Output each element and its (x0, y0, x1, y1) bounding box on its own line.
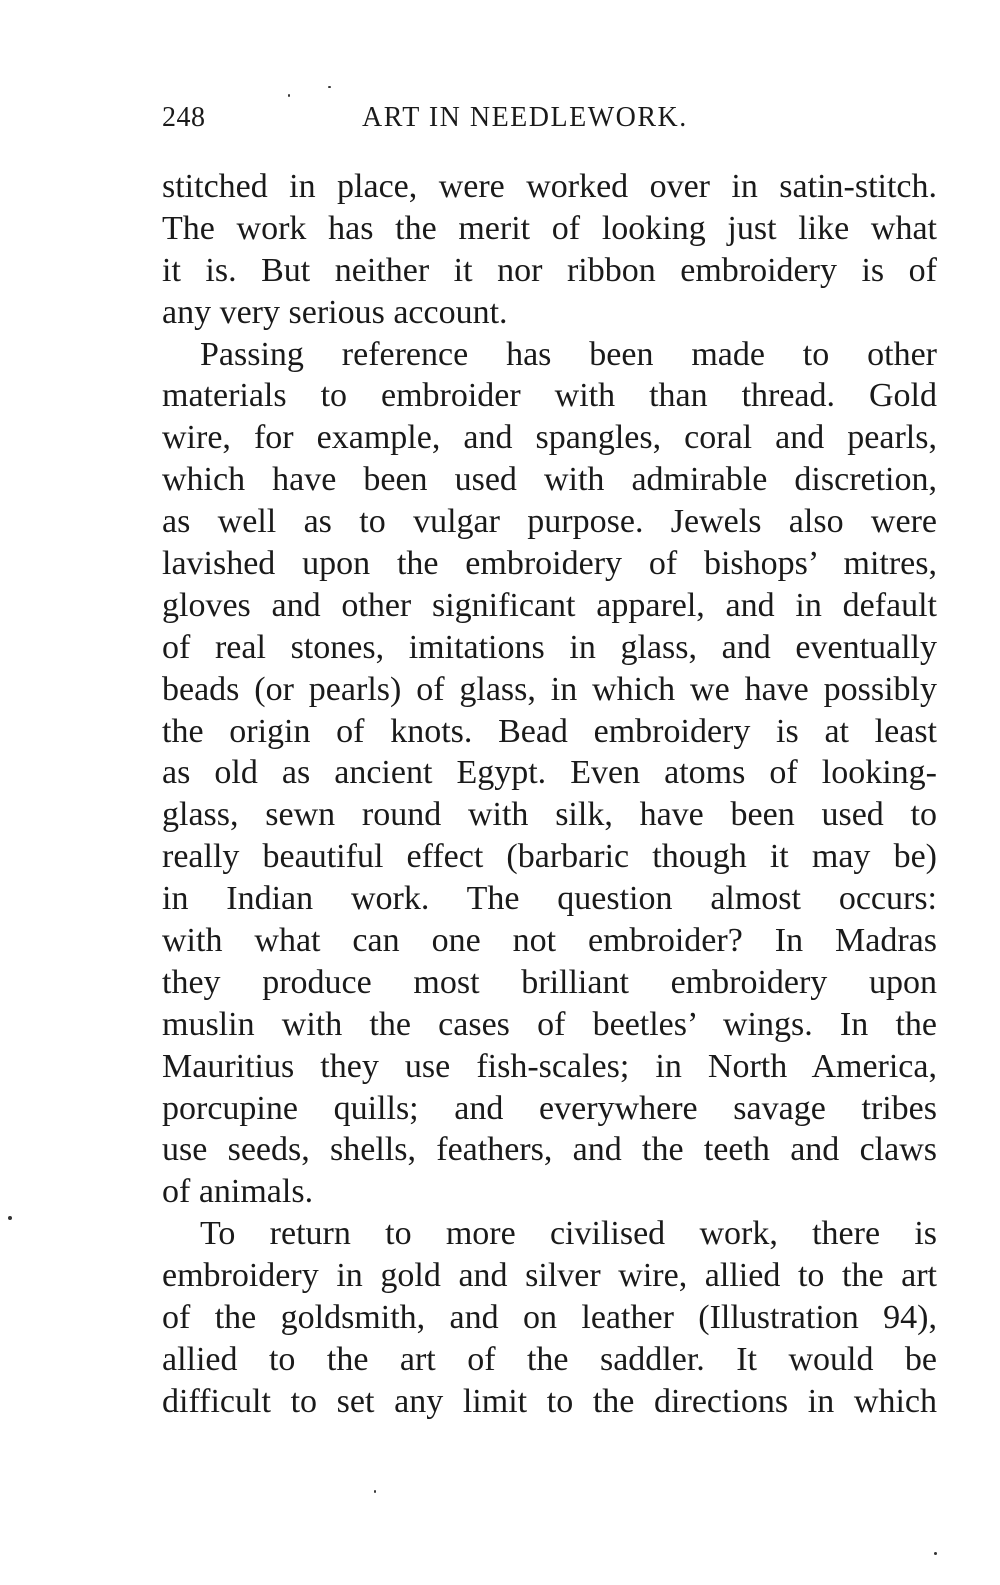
text-line: of real stones, imitations in glass, and eventually (162, 628, 937, 666)
text-line: it is. But neither it nor ribbon embroidery is of (162, 251, 937, 289)
text-line: Mauritius they use fish-scales; in North America, (162, 1047, 937, 1085)
text-line: beads (or pearls) of glass, in which we have possibly (162, 670, 937, 708)
text-line: difficult to set any limit to the directions in which (162, 1382, 937, 1420)
text-line: they produce most brilliant embroidery upon (162, 963, 937, 1001)
text-line: embroidery in gold and silver wire, allied to the art (162, 1257, 937, 1295)
scan-speck (374, 1490, 376, 1493)
text-line: as old as ancient Egypt. Even atoms of looking- (162, 754, 937, 792)
text-line: which have been used with admirable discretion, (162, 461, 937, 499)
text-line: materials to embroider with than thread. Gold (162, 377, 937, 415)
running-title: ART IN NEEDLEWORK. (362, 102, 688, 133)
text-line: in Indian work. The question almost occurs: (162, 880, 937, 918)
text-line: any very serious account. (162, 293, 508, 331)
text-line: glass, sewn round with silk, have been used to (162, 796, 937, 834)
running-head (162, 98, 937, 138)
scan-speck (8, 1216, 12, 1220)
paragraph-first-line: Passing reference has been made to other (200, 335, 937, 373)
paragraph-first-line: To return to more civilised work, there is (200, 1215, 937, 1253)
text-line: allied to the art of the saddler. It would be (162, 1340, 937, 1378)
text-line: the origin of knots. Bead embroidery is at least (162, 712, 937, 750)
text-line: as well as to vulgar purpose. Jewels also were (162, 503, 937, 541)
text-line: muslin with the cases of beetles’ wings. In the (162, 1005, 937, 1043)
text-line: use seeds, shells, feathers, and the teeth and claws (162, 1131, 937, 1169)
text-line: of the goldsmith, and on leather (Illustration 94), (162, 1299, 937, 1337)
scan-speck (934, 1552, 937, 1555)
body-text (162, 166, 937, 1423)
text-line: The work has the merit of looking just like what (162, 209, 937, 247)
text-line: gloves and other significant apparel, and in default (162, 586, 937, 624)
scan-speck (328, 86, 331, 88)
text-line: with what can one not embroider? In Madras (162, 922, 937, 960)
text-line: lavished upon the embroidery of bishops’ mitres, (162, 545, 937, 583)
text-line: really beautiful effect (barbaric though it may be) (162, 838, 937, 876)
text-line: wire, for example, and spangles, coral and pearls, (162, 419, 937, 457)
page-number: 248 (162, 102, 206, 133)
text-line: porcupine quills; and everywhere savage tribes (162, 1089, 937, 1127)
text-line: of animals. (162, 1173, 314, 1211)
scan-speck (288, 94, 290, 97)
text-line: stitched in place, were worked over in satin-stitch. (162, 168, 937, 205)
